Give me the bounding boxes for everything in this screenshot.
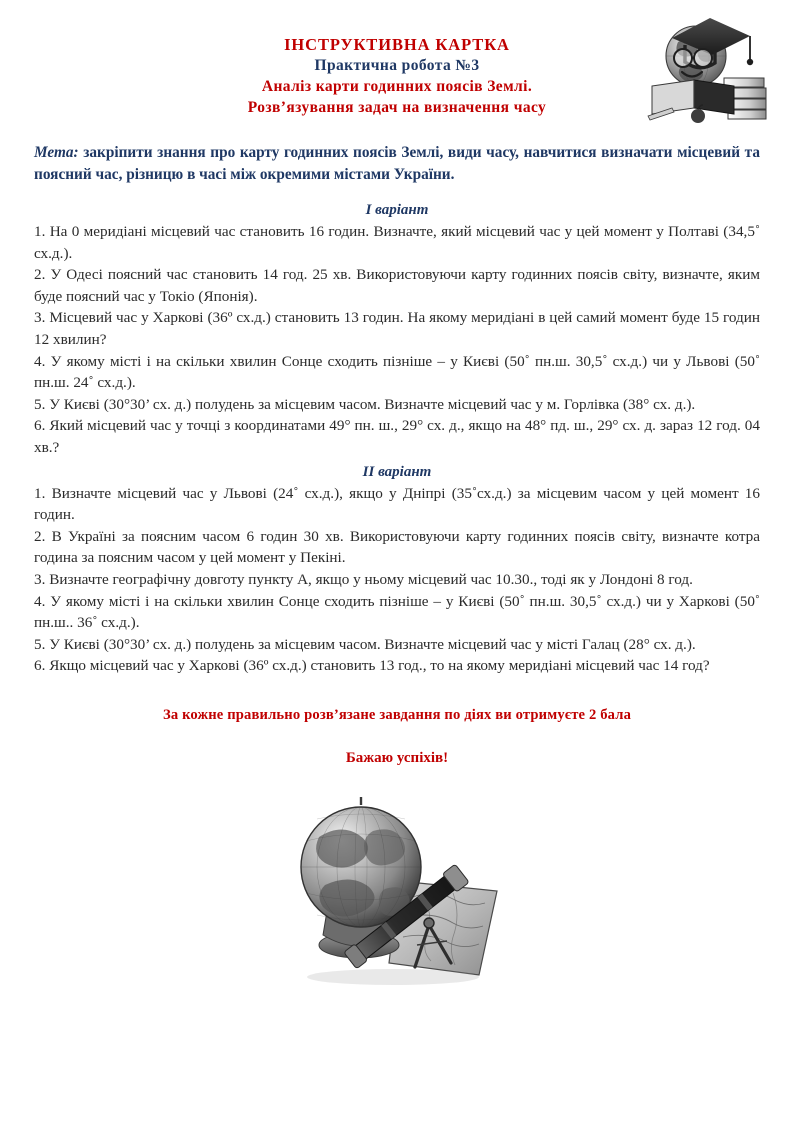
task-item: 2. У Одесі поясний час становить 14 год. 25 хв. Використовуючи карту годинних поясів світу, визначте, яким буде поясний час у Токіо (Японія). (34, 266, 760, 305)
task-item: 4. У якому місті і на скільки хвилин Сонце сходить пізніше – у Києві (50˚ пн.ш. 30,5˚ сх.д.) чи у Львові (50˚ пн.ш. 24˚ сх.д.). (34, 352, 760, 392)
task-item: 5. У Києві (30°30’ сх. д.) полудень за місцевим часом. Визначте місцевий час у м. Горлівка (38° сх. д.). (34, 395, 696, 413)
topic-line-1: Аналіз карти годинних поясів Землі. (261, 78, 533, 95)
task-item: 1. Визначте місцевий час у Львові (24˚ сх.д.), якщо у Дніпрі (35˚сх.д.) за місцевим часом у цей момент 16 годин. (34, 484, 760, 524)
globe-map-image (281, 785, 513, 993)
aim-label: Мета: (34, 144, 79, 161)
variant-2-heading: ІІ варіант (362, 463, 432, 480)
globe-map-artwork-wrap (34, 785, 760, 993)
scoring-note: За кожне правильно розв’язане завдання по діях ви отримуєте 2 бала (162, 706, 632, 723)
variant-1-heading: І варіант (365, 202, 429, 218)
task-item: 5. У Києві (30°30’ сх. д.) полудень за місцевим часом. Визначте місцевий час у місті Галац (28° сх. д.). (34, 635, 696, 653)
task-item: 3. Визначте географічну довготу пункту А, якщо у ньому місцевий час 10.30., тоді як у Лондоні 8 год. (34, 570, 693, 588)
variant-2-task-list (34, 483, 760, 677)
aim-paragraph (34, 142, 760, 185)
task-item: 4. У якому місті і на скільки хвилин Сонце сходить пізніше – у Києві (50˚ пн.ш. 30,5˚ сх.д.) чи у Харкові (50˚ пн.ш.. 36˚ сх.д.). (34, 592, 760, 632)
task-item: 3. Місцевий час у Харкові (36º сх.д.) становить 13 годин. На якому меридіані в цей самий момент буде 15 годин 12 хвилин? (34, 309, 760, 348)
task-item: 6. Який місцевий час у точці з координатами 49° пн. ш., 29° сх. д., якщо на 48° пд. ш., 29° сх. д. зараз 12 год. 04 хв.? (34, 417, 760, 456)
aim-text: закріпити знання про карту годинних поясів Землі, види часу, навчитися визначати місцевий та поясний час, різницю в часі між окремими містами України. (34, 144, 760, 183)
good-luck-note: Бажаю успіхів! (345, 749, 449, 766)
task-item: 2. В Україні за поясним часом 6 годин 30 хв. Використовуючи карту годинних поясів світу, визначте котра година за поясним часом у цей момент у Пекіні. (34, 527, 760, 567)
practical-work-subtitle: Практична робота №3 (314, 57, 480, 74)
topic-line-2: Розв’язування задач на визначення часу (247, 99, 547, 116)
variant-1-task-list (34, 221, 760, 459)
page-title: ІНСТРУКТИВНА КАРТКА (284, 35, 510, 54)
task-item: 1. На 0 меридіані місцевий час становить 16 годин. Визначте, який місцевий час у цей момент у Полтаві (34,5˚ сх.д.). (34, 223, 760, 262)
task-item: 6. Якщо місцевий час у Харкові (36º сх.д.) становить 13 год., то на якому меридіані місцевий час 14 год? (34, 657, 710, 675)
document-header (34, 0, 760, 118)
